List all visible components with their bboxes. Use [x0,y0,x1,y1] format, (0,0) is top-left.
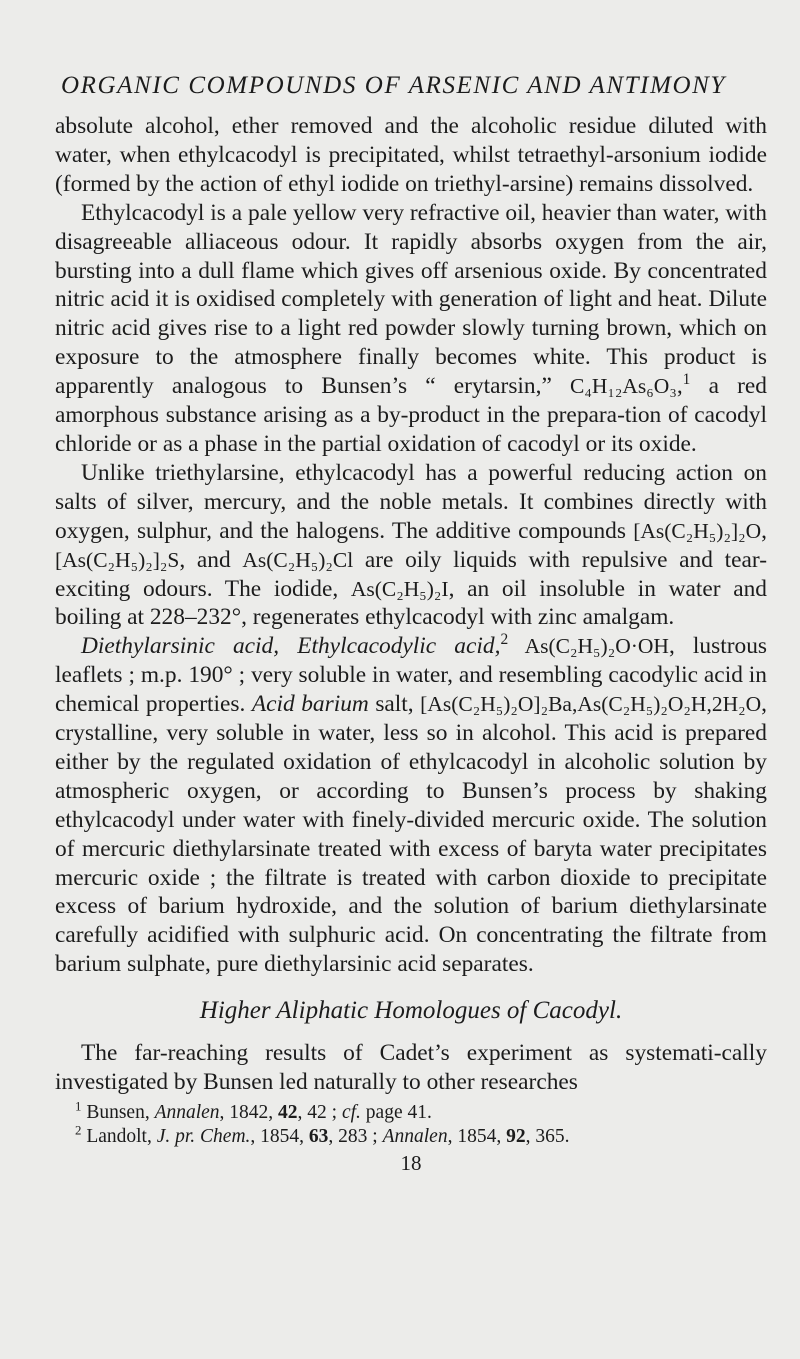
paragraph-ethylcacodyl-properties: Ethylcacodyl is a pale yellow very refractive oil, heavier than water, with disagreeable alliaceous odour. It rapidly absorbs oxygen from the air, bursting into a dull flame which gives off arsenious oxide. By concentrated nitric acid it is oxidised completely with generation of light and heat. Dilute nitric acid gives rise to a light red powder slowly turning brown, which on exposure to the atmosphere finally becomes white. This product is apparently analogous to Bunsen’s “ erytarsin,” C₄H₁₂As₆O₃,$^1$ a red amorphous substance arising as a by-product in the prepara-tion of cacodyl chloride or as a phase in the partial oxidation of cacodyl or its oxide. [55,199,767,457]
paragraph-continuation [55,112,767,199]
page-number: 18 [400,1151,422,1175]
paragraph-diethylarsinic-acid [55,632,767,979]
iodide-formula: As(C₂H₅)₂I [350,576,449,601]
separator: , and [179,546,243,573]
paragraph-text: , an oil insoluble in water and boiling at 228–232°, regenerates ethylcacodyl with zinc amalgam. [55,575,767,631]
footnote-year: , 1842, [219,1102,279,1123]
footnote-cf: cf. [341,1102,361,1123]
footnote-journal: J. pr. Chem. [156,1126,251,1147]
footnote-ref-2: 2 [500,631,509,649]
footnote-year: , 1854, [250,1126,309,1147]
footnote-journal: Annalen [382,1126,448,1147]
section-heading: Higher Aliphatic Homologues of Cacodyl. [199,997,623,1025]
paragraph-homologues [55,1039,767,1097]
footnote-author: Bunsen, [86,1102,155,1123]
footnote-year: , 1854, [447,1126,507,1147]
footnote-page: , 365. [525,1126,570,1147]
oxide-formula: [As(C₂H₅)₂]₂O [633,518,762,543]
footnote-1 [55,1101,767,1125]
footnote-mark: 1 [75,1099,82,1114]
chloride-formula: As(C₂H₅)₂Cl [242,547,354,572]
footnote-2 [55,1125,767,1149]
footnote-author: Landolt, [86,1126,157,1147]
footnote-volume: 42 [278,1102,298,1123]
paragraph-reducing-action [55,459,767,632]
footnote-volume: 92 [506,1126,526,1147]
paragraph-text: Unlike triethylarsine, ethylcacodyl has a powerful reducing action on salts of silver, mercury, and the noble metals. It combines directly with oxygen, sulphur, and the halogens. The additive compounds [55,459,767,544]
footnote-mark: 2 [75,1123,82,1138]
salt-formula: [As(C₂H₅)₂O]₂Ba,As(C₂H₅)₂O₂H,2H₂O [420,692,762,717]
footnote-volume: 63 [308,1126,329,1147]
erytarsin-formula: C₄H₁₂As₆O₃ [570,374,677,399]
footnote-page: page 41. [360,1102,432,1123]
separator: , [761,517,767,544]
running-title: ORGANIC COMPOUNDS OF ARSENIC AND ANTIMONY [61,72,726,99]
footnote-journal: Annalen [154,1102,220,1123]
book-page [55,72,767,1176]
compound-name: Diethylarsinic acid, Ethylcacodylic acid, [81,633,501,660]
paragraph-text: Ethylcacodyl is a pale yellow very refractive oil, heavier than water, with disagreeable alliaceous odour. It rapidly absorbs oxygen from the air, bursting into a dull flame which gives off arsenious oxide. By concentrated nitric acid it is oxidised completely with generation of light and heat. Dilute nitric acid gives rise to a light red powder slowly turning brown, which on exposure to the atmosphere finally becomes white. This product is apparently analogous to Bunsen’s “ erytarsin,” [55,199,767,400]
footnote-page: , 42 ; [297,1102,342,1123]
paragraph-text: absolute alcohol, ether removed and the alcoholic residue diluted with water, when ethylcacodyl is precipitated, whilst tetraethyl-arsonium iodide (formed by the action of ethyl iodide on triethyl-arsine) remains dissolved. [55,113,767,197]
sulphide-formula: [As(C₂H₅)₂]₂S [55,547,180,572]
paragraph-text: The far-reaching results of Cadet’s experiment as systemati-cally investigated by Bunsen led naturally to other researches [55,1040,767,1096]
acid-formula: As(C₂H₅)₂O·OH [508,634,669,659]
salt-name: Acid barium [251,691,369,718]
paragraph-text: , lustrous leaflets ; m.p. 190° ; very soluble in water, and resembling cacodylic acid in chemical properties. [55,633,767,718]
paragraph-text: are oily liquids with repulsive and tear-exciting odours. The iodide, [55,546,767,602]
paragraph-text: a red amorphous substance arising as a by-product in the prepara-tion of cacodyl chloride or as a phase in the partial oxidation of cacodyl or its oxide. [55,373,767,457]
paragraph-text: , crystalline, very soluble in water, less so in alcohol. This acid is prepared either by the regulated oxidation of ethylcacodyl in alcoholic solution by atmospheric oxygen, or according to Bunsen’s process by shaking ethylcacodyl under water with finely-divided mercuric oxide. The solution of mercuric diethylarsinate treated with excess of baryta water precipitates mercuric oxide ; the filtrate is treated with carbon dioxide to precipitate excess of barium hydroxide, and the solution of barium diethylarsinate carefully acidified with sulphuric acid. On concentrating the filtrate from barium sulphate, pure diethylarsinic acid separates. [55,691,767,978]
footnote-page: , 283 ; [328,1126,383,1147]
footnote-ref-1: 1 [682,371,691,389]
paragraph-text: salt, [368,691,421,718]
